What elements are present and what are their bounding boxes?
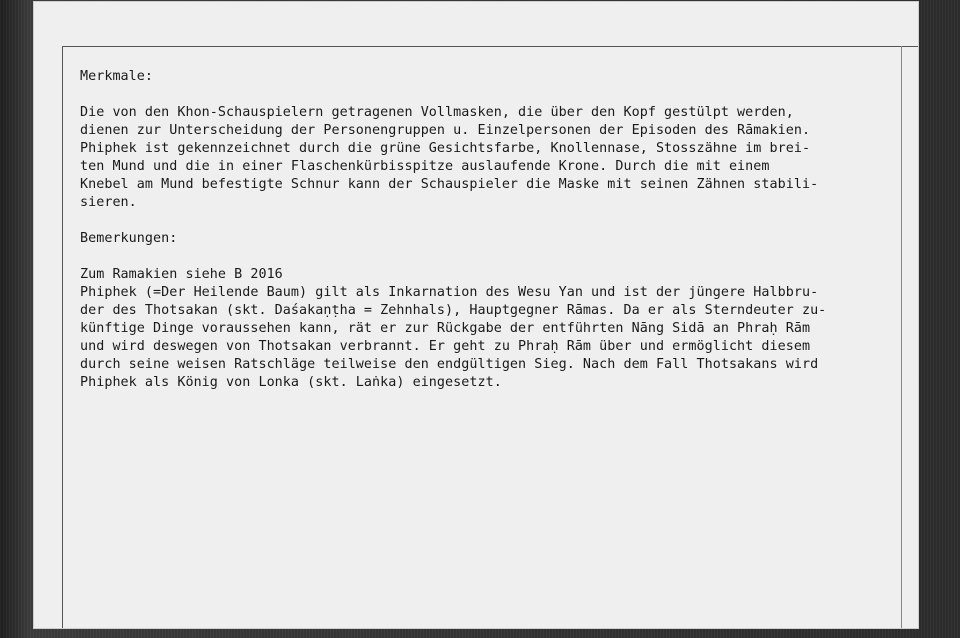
spacer [80, 248, 910, 266]
spacer [80, 86, 910, 104]
merkmale-heading: Merkmale: [80, 69, 154, 84]
merkmale-line: Knebel am Mund befestigte Schnur kann der Schauspieler die Maske mit seinen Zähnen stabili- [80, 177, 819, 192]
merkmale-line: Die von den Khon-Schauspielern getragenen Vollmasken, die über den Kopf gestülpt werden, [80, 105, 794, 120]
bemerkungen-line: und wird deswegen von Thotsakan verbrannt. Er geht zu Phraḥ Rām über und ermöglicht diesem [80, 339, 811, 354]
bemerkungen-line: durch seine weisen Ratschläge teilweise den endgültigen Sieg. Nach dem Fall Thotsakans wird [80, 357, 819, 372]
spacer [80, 212, 910, 230]
bemerkungen-heading: Bemerkungen: [80, 231, 178, 246]
bemerkungen-line: Phiphek als König von Lonka (skt. Laṅka) eingesetzt. [80, 375, 502, 390]
index-card [34, 2, 918, 628]
bemerkungen-line: der des Thotsakan (skt. Daśakaṇṭha = Zehnhals), Hauptgegner Rāmas. Da er als Sterndeuter zu- [80, 303, 827, 318]
card-left-rule [62, 46, 63, 628]
merkmale-line: dienen zur Unterscheidung der Personengruppen u. Einzelpersonen der Episoden des Rāmakien. [80, 123, 811, 138]
bemerkungen-line: Zum Ramakien siehe B 2016 [80, 267, 283, 282]
merkmale-line: ten Mund und die in einer Flaschenkürbisspitze auslaufende Krone. Durch die mit einem [80, 159, 770, 174]
card-top-rule [62, 46, 918, 47]
card-text-body [80, 68, 910, 392]
merkmale-line: sieren. [80, 195, 137, 210]
bemerkungen-line: künftige Dinge voraussehen kann, rät er zur Rückgabe der entführten Nāng Sidā an Phraḥ Rām [80, 321, 811, 336]
bemerkungen-line: Phiphek (=Der Heilende Baum) gilt als Inkarnation des Wesu Yan und ist der jüngere Halbbru- [80, 285, 819, 300]
merkmale-line: Phiphek ist gekennzeichnet durch die grüne Gesichtsfarbe, Knollennase, Stosszähne im brei- [80, 141, 811, 156]
